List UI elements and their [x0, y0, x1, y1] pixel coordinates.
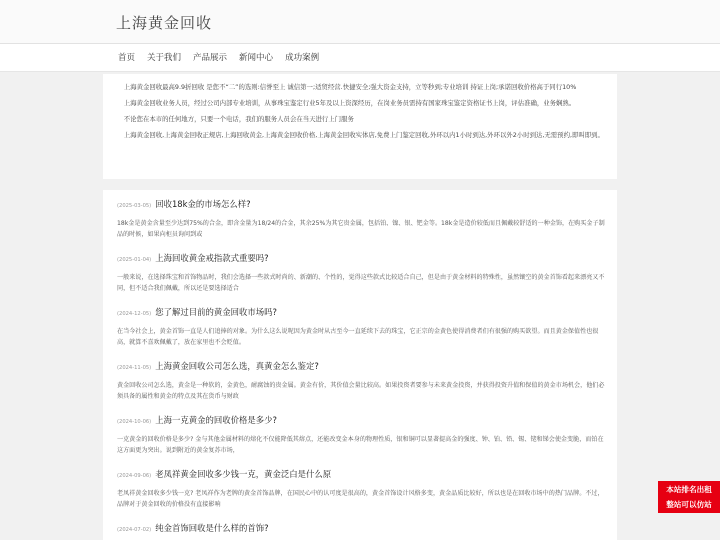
article-summary: 在当今社会上，黄金首饰一直是人们追捧的对象。为什么这么说呢因为黄金时从古至今一直延续下去的珠宝，它正宗的金黄色使得消费者们有很强的购买欲望。而且黄金保值性也很高，就算不喜欢佩戴了，放在家里也不会贬值。	[117, 328, 599, 346]
article-title-link[interactable]: 上海一克黄金的回收价格是多少?	[155, 415, 277, 425]
badge-line: 本站排名出租	[666, 485, 712, 494]
article-date: (2025-01-04)	[117, 257, 152, 263]
nav-home[interactable]: 首页	[118, 53, 136, 63]
nav-products[interactable]: 产品展示	[193, 53, 228, 63]
intro-paragraph: 不论您在本市的任何地方，只要一个电话，我们的服务人员会在当天进行上门服务	[123, 115, 354, 123]
article-summary: 一般来说，在选择珠宝和首饰物品时，我们会选择一些款式时尚的、新潮的、个性的，觉得这些款式比较适合自己，但是由于黄金材料的特殊性，虽然镶空的黄金首饰看起来漂亮又不同，但不适合我们佩戴，所以还是要选择适合	[117, 274, 605, 292]
intro-paragraph: 上海黄金回收,上海黄金回收正规店,上海回收黄金,上海黄金回收价格,上海黄金回收实体店,免费上门鉴定回收,外环以内1小时到达,外环以外2小时到达,无需预约,即叫即到。	[123, 131, 604, 139]
list-item	[117, 414, 605, 468]
article-summary: 18k金是黄金含量至少达到75%的合金，即含金量为18/24的合金，其余25%为其它贵金属，包括铂、镍、银、钯金等。18k金是造价较低而且佩戴较舒适的一种金饰，在购买金子制品的时候，如果向柜员询问到或	[117, 220, 605, 238]
article-summary: 老凤祥黄金回收多少钱一克? 老凤祥作为老牌的黄金首饰品牌，在国民心中的认可度是很高的，黄金首饰设计风格多变，黄金品质比较好，所以也是在回收市场中的热门品牌。不过，品牌对于黄金回收的价格没有直接影响	[117, 490, 604, 508]
list-item	[117, 468, 605, 522]
article-summary: 一克黄金的回收价格是多少? 金与其他金属材料的熔化不仅能降低其熔点，还能改变金本身的物理性质，银和铜可以显著提高金的强度、钟、铂、铅、锡、铑和锑会使金变脆，而铂在这方面更为突出。说到附近的黄金复苏市场，	[117, 436, 604, 454]
nav-news[interactable]: 新闻中心	[239, 53, 274, 63]
nav-cases[interactable]: 成功案例	[285, 53, 320, 63]
article-list	[103, 190, 617, 540]
site-header	[0, 0, 720, 44]
article-date: (2024-11-05)	[117, 365, 152, 371]
list-item	[117, 360, 605, 414]
article-date: (2024-12-05)	[117, 311, 152, 317]
intro-paragraph: 上海黄金回收最高9.9折回收 是您不“二”的选则:信誉至上 诚信第一;适贸经营.快捷安全;强大资金支持，立等秒到;专业培训 持证上岗;承诺回收价格高于同行10%	[123, 83, 577, 91]
main-nav	[0, 44, 720, 72]
article-title-link[interactable]: 老凤祥黄金回收多少钱一克，黄金泛白是什么原	[155, 469, 332, 479]
intro-panel	[103, 74, 617, 179]
article-date: (2024-10-06)	[117, 419, 152, 425]
article-summary: 黄金回收公司怎么选，黄金是一种软的，金黄色，耐腐蚀的贵金属。黄金有价，其价值会量比较高。如果投资者要参与未来黄金投资，并获得投资升值和保值的黄金市场机会，他们必须具备的属性和黄金的特点及其在货币与财政	[117, 382, 605, 400]
list-item	[117, 198, 605, 252]
article-title-link[interactable]: 纯金首饰回收是什么样的首饰?	[155, 523, 269, 533]
article-title-link[interactable]: 回收18k金的市场怎么样?	[155, 199, 251, 209]
site-title[interactable]: 上海黄金回收	[116, 14, 213, 32]
badge-line: 整站可以仿站	[666, 500, 712, 509]
nav-about[interactable]: 关于我们	[147, 53, 182, 63]
article-title-link[interactable]: 上海黄金回收公司怎么选，真黄金怎么鉴定?	[155, 361, 319, 371]
article-date: (2024-07-02)	[117, 527, 152, 533]
list-item	[117, 252, 605, 306]
list-item	[117, 306, 605, 360]
article-date: (2025-03-05)	[117, 203, 152, 209]
article-title-link[interactable]: 您了解过目前的黄金回收市场吗?	[155, 307, 277, 317]
list-item	[117, 522, 605, 540]
rental-badge[interactable]	[658, 481, 720, 513]
article-date: (2024-09-06)	[117, 473, 152, 479]
intro-paragraph: 上海黄金回收业务人员，经过公司内部专业培训，从事珠宝鉴定行业5年及以上资深经历，在岗业务员需持有国家珠宝鉴定资格证书上岗，评估准确，业务娴熟。	[123, 99, 576, 107]
article-title-link[interactable]: 上海回收黄金戒指款式重要吗?	[155, 253, 269, 263]
